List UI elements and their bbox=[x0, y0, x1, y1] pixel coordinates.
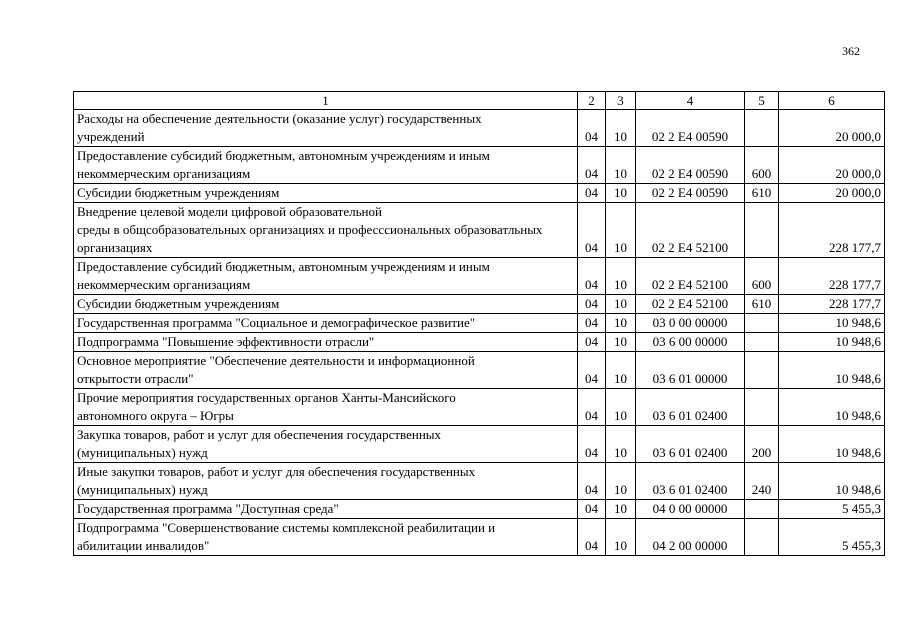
column-header-5: 5 bbox=[745, 92, 779, 110]
table-row bbox=[74, 184, 885, 203]
row-expense-type bbox=[745, 519, 779, 556]
row-target-article: 02 2 E4 00590 bbox=[636, 184, 745, 203]
row-target-article: 03 6 01 02400 bbox=[636, 463, 745, 500]
row-target-article: 03 6 00 00000 bbox=[636, 333, 745, 352]
row-section: 04 bbox=[578, 314, 606, 333]
table-row bbox=[74, 203, 885, 258]
row-target-article: 02 2 E4 52100 bbox=[636, 258, 745, 295]
row-section: 04 bbox=[578, 110, 606, 147]
row-target-article: 02 2 E4 00590 bbox=[636, 110, 745, 147]
row-subsection: 10 bbox=[606, 203, 636, 258]
table-row bbox=[74, 147, 885, 184]
row-target-article: 03 6 01 02400 bbox=[636, 426, 745, 463]
page-number: 362 bbox=[842, 44, 860, 58]
row-amount: 20 000,0 bbox=[779, 147, 885, 184]
table-row bbox=[74, 500, 885, 519]
row-amount: 10 948,6 bbox=[779, 426, 885, 463]
row-section: 04 bbox=[578, 333, 606, 352]
row-amount: 10 948,6 bbox=[779, 333, 885, 352]
row-amount: 228 177,7 bbox=[779, 203, 885, 258]
row-section: 04 bbox=[578, 463, 606, 500]
row-expense-type: 600 bbox=[745, 258, 779, 295]
row-expense-type bbox=[745, 389, 779, 426]
column-header-6: 6 bbox=[779, 92, 885, 110]
table-row bbox=[74, 463, 885, 500]
table-row bbox=[74, 295, 885, 314]
table-row bbox=[74, 314, 885, 333]
row-name: Предоставление субсидий бюджетным, автономным учреждениям и иным некоммерческим организациям bbox=[74, 147, 578, 184]
table-row bbox=[74, 352, 885, 389]
row-section: 04 bbox=[578, 352, 606, 389]
row-expense-type bbox=[745, 500, 779, 519]
row-amount: 10 948,6 bbox=[779, 463, 885, 500]
table-header-row bbox=[74, 92, 885, 110]
row-subsection: 10 bbox=[606, 110, 636, 147]
row-amount: 10 948,6 bbox=[779, 314, 885, 333]
row-target-article: 04 2 00 00000 bbox=[636, 519, 745, 556]
table-row bbox=[74, 258, 885, 295]
row-amount: 20 000,0 bbox=[779, 184, 885, 203]
row-amount: 10 948,6 bbox=[779, 389, 885, 426]
column-header-4: 4 bbox=[636, 92, 745, 110]
row-section: 04 bbox=[578, 295, 606, 314]
row-expense-type: 240 bbox=[745, 463, 779, 500]
row-name: Подпрограмма "Повышение эффективности отрасли" bbox=[74, 333, 578, 352]
row-expense-type: 610 bbox=[745, 295, 779, 314]
row-target-article: 02 2 E4 52100 bbox=[636, 203, 745, 258]
row-expense-type: 610 bbox=[745, 184, 779, 203]
row-amount: 20 000,0 bbox=[779, 110, 885, 147]
row-section: 04 bbox=[578, 258, 606, 295]
row-expense-type bbox=[745, 314, 779, 333]
row-name: Подпрограмма "Совершенствование системы комплексной реабилитации и абилитации инвалидов" bbox=[74, 519, 578, 556]
row-subsection: 10 bbox=[606, 426, 636, 463]
row-subsection: 10 bbox=[606, 389, 636, 426]
row-subsection: 10 bbox=[606, 463, 636, 500]
row-section: 04 bbox=[578, 426, 606, 463]
row-name: Государственная программа "Доступная среда" bbox=[74, 500, 578, 519]
row-target-article: 03 6 01 02400 bbox=[636, 389, 745, 426]
table-row bbox=[74, 333, 885, 352]
row-name: Предоставление субсидий бюджетным, автономным учреждениям и иным некоммерческим организациям bbox=[74, 258, 578, 295]
table-row bbox=[74, 110, 885, 147]
row-target-article: 02 2 E4 52100 bbox=[636, 295, 745, 314]
row-section: 04 bbox=[578, 203, 606, 258]
row-section: 04 bbox=[578, 389, 606, 426]
row-amount: 228 177,7 bbox=[779, 295, 885, 314]
row-name: Государственная программа "Социальное и демографическое развитие" bbox=[74, 314, 578, 333]
row-name: Закупка товаров, работ и услуг для обеспечения государственных (муниципальных) нужд bbox=[74, 426, 578, 463]
row-subsection: 10 bbox=[606, 147, 636, 184]
row-name: Расходы на обеспечение деятельности (оказание услуг) государственных учреждений bbox=[74, 110, 578, 147]
row-subsection: 10 bbox=[606, 333, 636, 352]
column-header-1: 1 bbox=[74, 92, 578, 110]
row-target-article: 04 0 00 00000 bbox=[636, 500, 745, 519]
row-section: 04 bbox=[578, 147, 606, 184]
column-header-3: 3 bbox=[606, 92, 636, 110]
row-expense-type: 600 bbox=[745, 147, 779, 184]
table-row bbox=[74, 389, 885, 426]
row-expense-type: 200 bbox=[745, 426, 779, 463]
budget-table bbox=[73, 91, 885, 556]
row-subsection: 10 bbox=[606, 258, 636, 295]
row-section: 04 bbox=[578, 519, 606, 556]
row-subsection: 10 bbox=[606, 519, 636, 556]
row-target-article: 03 6 01 00000 bbox=[636, 352, 745, 389]
row-subsection: 10 bbox=[606, 352, 636, 389]
column-header-2: 2 bbox=[578, 92, 606, 110]
row-amount: 5 455,3 bbox=[779, 519, 885, 556]
row-target-article: 03 0 00 00000 bbox=[636, 314, 745, 333]
row-target-article: 02 2 E4 00590 bbox=[636, 147, 745, 184]
row-section: 04 bbox=[578, 500, 606, 519]
row-subsection: 10 bbox=[606, 500, 636, 519]
row-name: Иные закупки товаров, работ и услуг для обеспечения государственных (муниципальных) нужд bbox=[74, 463, 578, 500]
row-amount: 5 455,3 bbox=[779, 500, 885, 519]
row-name: Основное мероприятие "Обеспечение деятельности и информационной открытости отрасли" bbox=[74, 352, 578, 389]
row-expense-type bbox=[745, 333, 779, 352]
row-section: 04 bbox=[578, 184, 606, 203]
row-expense-type bbox=[745, 352, 779, 389]
row-name: Субсидии бюджетным учреждениям bbox=[74, 184, 578, 203]
table-row bbox=[74, 426, 885, 463]
row-name: Прочие мероприятия государственных органов Ханты-Мансийского автономного округа – Югры bbox=[74, 389, 578, 426]
row-subsection: 10 bbox=[606, 184, 636, 203]
row-amount: 10 948,6 bbox=[779, 352, 885, 389]
row-amount: 228 177,7 bbox=[779, 258, 885, 295]
row-expense-type bbox=[745, 110, 779, 147]
row-subsection: 10 bbox=[606, 314, 636, 333]
row-name: Субсидии бюджетным учреждениям bbox=[74, 295, 578, 314]
row-subsection: 10 bbox=[606, 295, 636, 314]
row-expense-type bbox=[745, 203, 779, 258]
row-name: Внедрение целевой модели цифровой образовательной среды в общсобразовательных организациях и професcсиональных образоватльных организациях bbox=[74, 203, 578, 258]
table-row bbox=[74, 519, 885, 556]
